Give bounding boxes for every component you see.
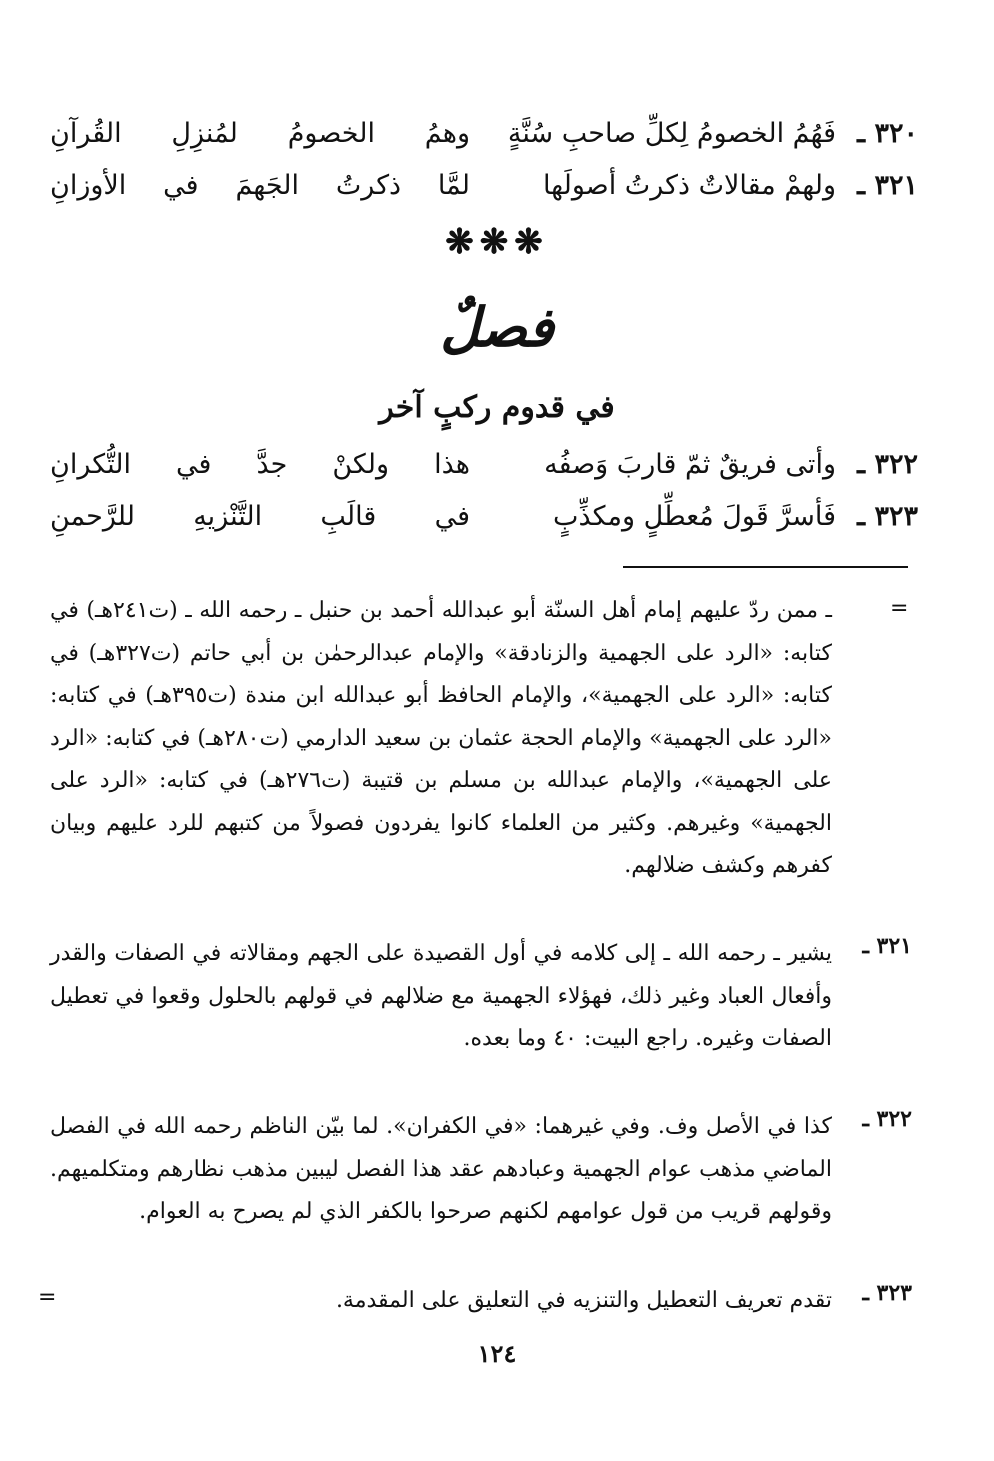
footnote-text: تقدم تعريف التعطيل والتنزيه في التعليق على المقدمة. <box>335 1288 832 1313</box>
verse-first-hemistich: فَهُمُ الخصومُ لِكلِّ صاحبِ سُنَّةٍ <box>507 118 836 149</box>
section-divider-stars: ❋❋❋ <box>445 222 549 262</box>
footnote <box>50 590 912 888</box>
verse-line <box>50 495 918 545</box>
footnote-text: يشير ـ رحمه الله ـ إلى كلامه في أول القصيدة على الجهم ومقالاته في الصفات والقدر وأفعال العباد وغير ذلك، فهؤلاء الجهمية مع ضلالهم في قولهم بالحلول وقعوا في تعطيل الصفات وغيره. راجع البيت: ٤٠ وما بعده. <box>50 941 832 1051</box>
verse-first-hemistich: فَأسرَّ قَولَ مُعطِّلٍ ومكذِّبٍ <box>553 501 836 532</box>
verse-first-hemistich: ولهمْ مقالاتٌ ذكرتُ أصولَها <box>542 170 836 201</box>
footnote-separator <box>623 566 908 568</box>
continuation-mark: = <box>890 596 909 621</box>
section-heading: فصلٌ <box>440 295 554 359</box>
verse-line <box>50 443 918 493</box>
continuation-mark: = <box>38 1285 57 1310</box>
footnote-text: ـ ممن ردّ عليهم إمام أهل السنّة أبو عبدالله أحمد بن حنبل ـ رحمه الله ـ (ت٢٤١هـ) في كتابه: «الرد على الجهمية والزنادقة» والإمام عبدالرحمٰن بن أبي حاتم (ت٣٢٧هـ) في كتابه: «الرد على الجهمية»، والإمام الحافظ أبو عبدالله ابن مندة (ت٣٩٥هـ) في كتابه: «الرد على الجهمية» والإمام الحجة عثمان بن سعيد الدارمي (ت٢٨٠هـ) في كتابه: «الرد على الجهمية»، والإمام عبدالله بن مسلم بن قتيبة (ت٢٧٦هـ) في كتابه: «الرد على الجهمية» وغيرهم. وكثير من العلماء كانوا يفردون فصولاً من كتبهم للرد عليهم وبيان كفرهم وكشف ضلالهم. <box>50 598 832 878</box>
footnote <box>50 1106 912 1234</box>
verse-first-hemistich: وأتى فريقٌ ثمّ قاربَ وَصفُه <box>544 449 836 480</box>
verse-number: ٣٢٣ ـ <box>857 501 918 532</box>
page-number: ١٢٤ <box>477 1339 517 1368</box>
verse-second-hemistich: هذا ولكنْ جدَّ في التُّكرانِ <box>50 449 470 480</box>
verse-number: ٣٢٢ ـ <box>857 449 918 480</box>
verse-second-hemistich: لمَّا ذكرتُ الجَهمَ في الأوزانِ <box>50 170 470 201</box>
verse-second-hemistich: في قالَبِ التَّنْزيهِ للرَّحمنِ <box>50 501 470 532</box>
section-subtitle: في قدوم ركبٍ آخر <box>379 390 615 425</box>
footnote-number: ٣٢٢ ـ <box>862 1106 912 1132</box>
footnote-number: ٣٢١ ـ <box>862 933 912 959</box>
verse-number: ٣٢١ ـ <box>857 170 918 201</box>
footnote-text: كذا في الأصل وف. وفي غيرهما: «في الكفران». لما بيّن الناظم رحمه الله في الفصل الماضي مذهب عوام الجهمية وعبادهم عقد هذا الفصل ليبين مذهب نظارهم ومتكلميهم. وقولهم قريب من قول عوامهم لكنهم صرحوا بالكفر الذي لم يصرح به العوام. <box>50 1114 832 1224</box>
footnote <box>50 933 912 1061</box>
verse-second-hemistich: وهمُ الخصومُ لمُنزِلِ القُرآنِ <box>50 118 470 149</box>
verse-line <box>50 164 918 214</box>
footnote <box>50 1280 912 1323</box>
verse-number: ٣٢٠ ـ <box>857 118 918 149</box>
verse-line <box>50 112 918 162</box>
footnote-number: ٣٢٣ ـ <box>862 1280 912 1306</box>
